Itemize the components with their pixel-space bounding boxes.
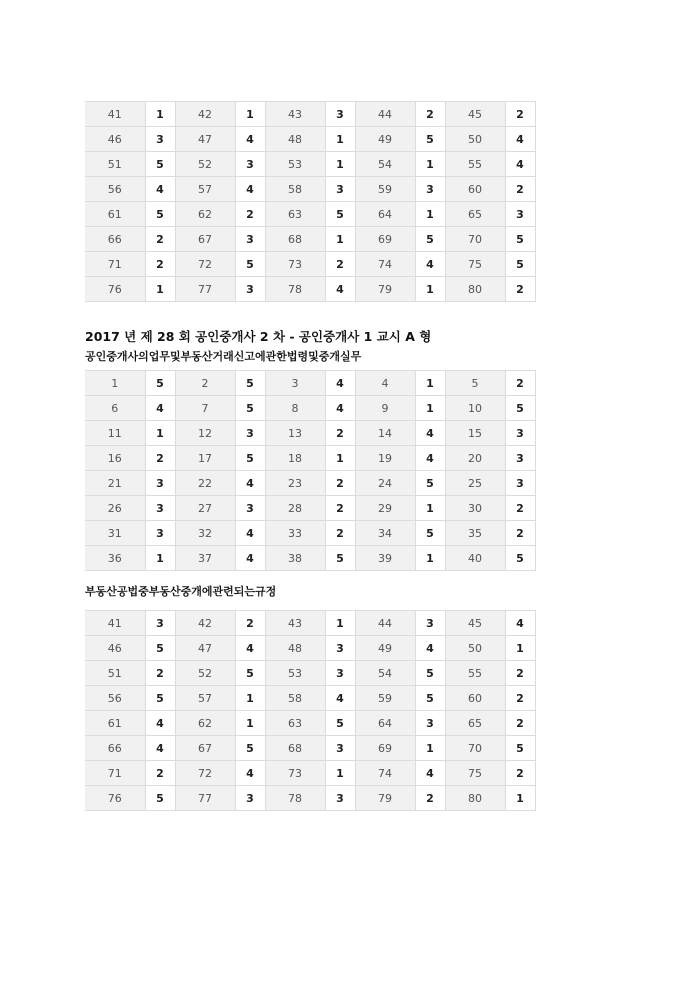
answer-value: 3 <box>145 127 175 152</box>
table-row <box>85 546 535 571</box>
question-number: 49 <box>355 636 415 661</box>
answer-value: 2 <box>325 471 355 496</box>
answer-value: 3 <box>235 152 265 177</box>
question-number: 73 <box>265 761 325 786</box>
question-number: 4 <box>355 371 415 396</box>
answer-value: 5 <box>505 396 535 421</box>
answer-value: 3 <box>415 711 445 736</box>
table-row <box>85 152 535 177</box>
answer-value: 1 <box>235 102 265 127</box>
answer-value: 3 <box>145 611 175 636</box>
answer-value: 4 <box>325 277 355 302</box>
answer-table-brokerage <box>85 370 536 571</box>
question-number: 74 <box>355 252 415 277</box>
question-number: 77 <box>175 277 235 302</box>
answer-value: 2 <box>145 661 175 686</box>
answer-value: 3 <box>505 421 535 446</box>
question-number: 31 <box>85 521 145 546</box>
question-number: 71 <box>85 761 145 786</box>
answer-value: 2 <box>235 202 265 227</box>
answer-value: 2 <box>505 177 535 202</box>
answer-value: 5 <box>235 252 265 277</box>
answer-value: 5 <box>235 661 265 686</box>
question-number: 41 <box>85 611 145 636</box>
answer-value: 1 <box>235 686 265 711</box>
answer-value: 1 <box>325 152 355 177</box>
answer-value: 1 <box>325 227 355 252</box>
question-number: 45 <box>445 611 505 636</box>
table-row <box>85 521 535 546</box>
question-number: 42 <box>175 611 235 636</box>
question-number: 76 <box>85 277 145 302</box>
answer-value: 5 <box>235 446 265 471</box>
question-number: 64 <box>355 711 415 736</box>
answer-value: 4 <box>505 127 535 152</box>
question-number: 42 <box>175 102 235 127</box>
question-number: 25 <box>445 471 505 496</box>
question-number: 12 <box>175 421 235 446</box>
question-number: 53 <box>265 661 325 686</box>
question-number: 41 <box>85 102 145 127</box>
question-number: 61 <box>85 711 145 736</box>
question-number: 35 <box>445 521 505 546</box>
answer-value: 4 <box>235 546 265 571</box>
answer-value: 1 <box>145 102 175 127</box>
question-number: 57 <box>175 177 235 202</box>
answer-value: 1 <box>505 786 535 811</box>
question-number: 78 <box>265 786 325 811</box>
answer-value: 5 <box>235 396 265 421</box>
question-number: 50 <box>445 636 505 661</box>
answer-value: 1 <box>145 277 175 302</box>
question-number: 1 <box>85 371 145 396</box>
table-row <box>85 686 535 711</box>
question-number: 9 <box>355 396 415 421</box>
question-number: 66 <box>85 227 145 252</box>
answer-value: 1 <box>415 371 445 396</box>
question-number: 72 <box>175 252 235 277</box>
answer-value: 5 <box>145 371 175 396</box>
answer-value: 1 <box>235 711 265 736</box>
answer-value: 4 <box>145 711 175 736</box>
answer-value: 5 <box>235 736 265 761</box>
question-number: 48 <box>265 636 325 661</box>
question-number: 65 <box>445 202 505 227</box>
subject-title-brokerage: 공인중개사의업무및부동산거래신고에관한법령및중개실무 <box>85 350 362 363</box>
question-number: 55 <box>445 152 505 177</box>
question-number: 13 <box>265 421 325 446</box>
answer-value: 4 <box>415 421 445 446</box>
question-number: 51 <box>85 152 145 177</box>
question-number: 20 <box>445 446 505 471</box>
question-number: 52 <box>175 661 235 686</box>
question-number: 5 <box>445 371 505 396</box>
question-number: 44 <box>355 102 415 127</box>
answer-value: 5 <box>145 786 175 811</box>
table-row <box>85 786 535 811</box>
answer-value: 5 <box>415 521 445 546</box>
question-number: 56 <box>85 177 145 202</box>
question-number: 62 <box>175 202 235 227</box>
question-number: 54 <box>355 661 415 686</box>
question-number: 53 <box>265 152 325 177</box>
question-number: 51 <box>85 661 145 686</box>
question-number: 61 <box>85 202 145 227</box>
question-number: 68 <box>265 227 325 252</box>
answer-value: 2 <box>505 496 535 521</box>
answer-value: 4 <box>235 471 265 496</box>
answer-value: 4 <box>415 761 445 786</box>
table-row <box>85 127 535 152</box>
table-row <box>85 202 535 227</box>
answer-value: 1 <box>415 152 445 177</box>
question-number: 60 <box>445 177 505 202</box>
answer-value: 2 <box>145 252 175 277</box>
question-number: 80 <box>445 277 505 302</box>
answer-value: 5 <box>145 686 175 711</box>
question-number: 56 <box>85 686 145 711</box>
answer-value: 2 <box>325 496 355 521</box>
answer-value: 4 <box>505 152 535 177</box>
question-number: 3 <box>265 371 325 396</box>
subject-title-public-law: 부동산공법중부동산중개에관련되는규정 <box>85 585 277 598</box>
question-number: 70 <box>445 736 505 761</box>
question-number: 33 <box>265 521 325 546</box>
answer-value: 2 <box>145 446 175 471</box>
exam-title: 2017 년 제 28 회 공인중개사 2 차 - 공인중개사 1 교시 A 형 <box>85 329 432 344</box>
table-row <box>85 177 535 202</box>
question-number: 50 <box>445 127 505 152</box>
answer-value: 2 <box>145 227 175 252</box>
answer-value: 3 <box>325 786 355 811</box>
answer-value: 2 <box>505 661 535 686</box>
question-number: 77 <box>175 786 235 811</box>
question-number: 48 <box>265 127 325 152</box>
question-number: 18 <box>265 446 325 471</box>
question-number: 46 <box>85 127 145 152</box>
answer-table-part1 <box>85 101 536 302</box>
answer-value: 1 <box>325 761 355 786</box>
answer-value: 3 <box>415 177 445 202</box>
answer-value: 2 <box>415 786 445 811</box>
question-number: 78 <box>265 277 325 302</box>
answer-value: 4 <box>415 636 445 661</box>
answer-value: 2 <box>505 686 535 711</box>
question-number: 54 <box>355 152 415 177</box>
question-number: 70 <box>445 227 505 252</box>
answer-value: 4 <box>325 396 355 421</box>
question-number: 45 <box>445 102 505 127</box>
question-number: 59 <box>355 686 415 711</box>
question-number: 69 <box>355 227 415 252</box>
answer-value: 4 <box>505 611 535 636</box>
question-number: 79 <box>355 277 415 302</box>
question-number: 47 <box>175 127 235 152</box>
answer-value: 1 <box>415 277 445 302</box>
answer-value: 2 <box>505 102 535 127</box>
question-number: 6 <box>85 396 145 421</box>
question-number: 2 <box>175 371 235 396</box>
answer-value: 5 <box>145 152 175 177</box>
question-number: 57 <box>175 686 235 711</box>
answer-value: 3 <box>145 471 175 496</box>
answer-value: 1 <box>325 446 355 471</box>
question-number: 68 <box>265 736 325 761</box>
answer-value: 4 <box>235 127 265 152</box>
table-row <box>85 227 535 252</box>
question-number: 23 <box>265 471 325 496</box>
question-number: 36 <box>85 546 145 571</box>
answer-value: 2 <box>505 277 535 302</box>
question-number: 59 <box>355 177 415 202</box>
question-number: 49 <box>355 127 415 152</box>
question-number: 16 <box>85 446 145 471</box>
answer-value: 1 <box>325 127 355 152</box>
question-number: 73 <box>265 252 325 277</box>
answer-value: 5 <box>505 546 535 571</box>
question-number: 63 <box>265 202 325 227</box>
question-number: 26 <box>85 496 145 521</box>
answer-value: 3 <box>145 496 175 521</box>
question-number: 80 <box>445 786 505 811</box>
answer-value: 5 <box>505 252 535 277</box>
question-number: 58 <box>265 177 325 202</box>
answer-value: 4 <box>415 252 445 277</box>
answer-value: 3 <box>325 177 355 202</box>
answer-value: 1 <box>415 496 445 521</box>
question-number: 55 <box>445 661 505 686</box>
answer-value: 2 <box>505 711 535 736</box>
answer-value: 2 <box>325 421 355 446</box>
answer-value: 4 <box>235 761 265 786</box>
question-number: 72 <box>175 761 235 786</box>
answer-value: 5 <box>235 371 265 396</box>
question-number: 47 <box>175 636 235 661</box>
answer-value: 3 <box>235 227 265 252</box>
question-number: 62 <box>175 711 235 736</box>
answer-value: 4 <box>145 736 175 761</box>
table-row <box>85 661 535 686</box>
answer-value: 1 <box>325 611 355 636</box>
answer-value: 2 <box>325 252 355 277</box>
question-number: 30 <box>445 496 505 521</box>
table-row <box>85 611 535 636</box>
answer-value: 4 <box>145 396 175 421</box>
question-number: 39 <box>355 546 415 571</box>
answer-value: 5 <box>415 686 445 711</box>
question-number: 66 <box>85 736 145 761</box>
answer-value: 1 <box>415 396 445 421</box>
answer-value: 3 <box>235 496 265 521</box>
question-number: 32 <box>175 521 235 546</box>
question-number: 43 <box>265 611 325 636</box>
question-number: 60 <box>445 686 505 711</box>
answer-value: 3 <box>505 471 535 496</box>
table-row <box>85 252 535 277</box>
answer-value: 2 <box>325 521 355 546</box>
answer-value: 4 <box>325 371 355 396</box>
answer-value: 3 <box>235 277 265 302</box>
question-number: 17 <box>175 446 235 471</box>
table-row <box>85 371 535 396</box>
question-number: 71 <box>85 252 145 277</box>
question-number: 43 <box>265 102 325 127</box>
question-number: 67 <box>175 227 235 252</box>
question-number: 27 <box>175 496 235 521</box>
answer-value: 3 <box>505 202 535 227</box>
question-number: 76 <box>85 786 145 811</box>
answer-value: 2 <box>505 521 535 546</box>
answer-value: 3 <box>235 421 265 446</box>
question-number: 64 <box>355 202 415 227</box>
answer-value: 3 <box>325 736 355 761</box>
answer-value: 3 <box>505 446 535 471</box>
answer-value: 3 <box>325 102 355 127</box>
answer-value: 3 <box>415 611 445 636</box>
answer-value: 4 <box>415 446 445 471</box>
question-number: 24 <box>355 471 415 496</box>
table-row <box>85 277 535 302</box>
answer-value: 5 <box>415 661 445 686</box>
answer-value: 5 <box>325 711 355 736</box>
table-row <box>85 496 535 521</box>
question-number: 21 <box>85 471 145 496</box>
answer-table-public-law <box>85 610 536 811</box>
answer-value: 1 <box>415 202 445 227</box>
question-number: 75 <box>445 761 505 786</box>
answer-value: 4 <box>235 177 265 202</box>
question-number: 65 <box>445 711 505 736</box>
answer-value: 5 <box>505 227 535 252</box>
answer-value: 2 <box>505 761 535 786</box>
question-number: 40 <box>445 546 505 571</box>
answer-value: 4 <box>235 521 265 546</box>
answer-value: 5 <box>415 471 445 496</box>
question-number: 38 <box>265 546 325 571</box>
answer-value: 4 <box>325 686 355 711</box>
table-row <box>85 636 535 661</box>
question-number: 58 <box>265 686 325 711</box>
answer-value: 5 <box>145 636 175 661</box>
answer-value: 5 <box>325 546 355 571</box>
question-number: 44 <box>355 611 415 636</box>
question-number: 69 <box>355 736 415 761</box>
question-number: 28 <box>265 496 325 521</box>
question-number: 46 <box>85 636 145 661</box>
answer-value: 5 <box>415 227 445 252</box>
answer-value: 5 <box>505 736 535 761</box>
question-number: 34 <box>355 521 415 546</box>
question-number: 8 <box>265 396 325 421</box>
question-number: 79 <box>355 786 415 811</box>
answer-value: 1 <box>415 736 445 761</box>
question-number: 67 <box>175 736 235 761</box>
table-row <box>85 421 535 446</box>
answer-value: 2 <box>235 611 265 636</box>
answer-value: 5 <box>145 202 175 227</box>
answer-value: 5 <box>325 202 355 227</box>
question-number: 10 <box>445 396 505 421</box>
question-number: 15 <box>445 421 505 446</box>
table-row <box>85 102 535 127</box>
answer-value: 1 <box>415 546 445 571</box>
table-row <box>85 471 535 496</box>
answer-value: 4 <box>145 177 175 202</box>
question-number: 75 <box>445 252 505 277</box>
answer-value: 3 <box>325 661 355 686</box>
question-number: 37 <box>175 546 235 571</box>
answer-value: 3 <box>145 521 175 546</box>
question-number: 52 <box>175 152 235 177</box>
answer-value: 1 <box>145 421 175 446</box>
answer-value: 3 <box>235 786 265 811</box>
question-number: 22 <box>175 471 235 496</box>
question-number: 14 <box>355 421 415 446</box>
question-number: 63 <box>265 711 325 736</box>
question-number: 7 <box>175 396 235 421</box>
answer-value: 1 <box>145 546 175 571</box>
question-number: 29 <box>355 496 415 521</box>
table-row <box>85 761 535 786</box>
answer-value: 2 <box>505 371 535 396</box>
table-row <box>85 736 535 761</box>
table-row <box>85 396 535 421</box>
question-number: 19 <box>355 446 415 471</box>
question-number: 74 <box>355 761 415 786</box>
question-number: 11 <box>85 421 145 446</box>
answer-value: 1 <box>505 636 535 661</box>
table-row <box>85 711 535 736</box>
answer-value: 2 <box>415 102 445 127</box>
answer-value: 4 <box>235 636 265 661</box>
table-row <box>85 446 535 471</box>
answer-value: 2 <box>145 761 175 786</box>
answer-value: 5 <box>415 127 445 152</box>
answer-value: 3 <box>325 636 355 661</box>
